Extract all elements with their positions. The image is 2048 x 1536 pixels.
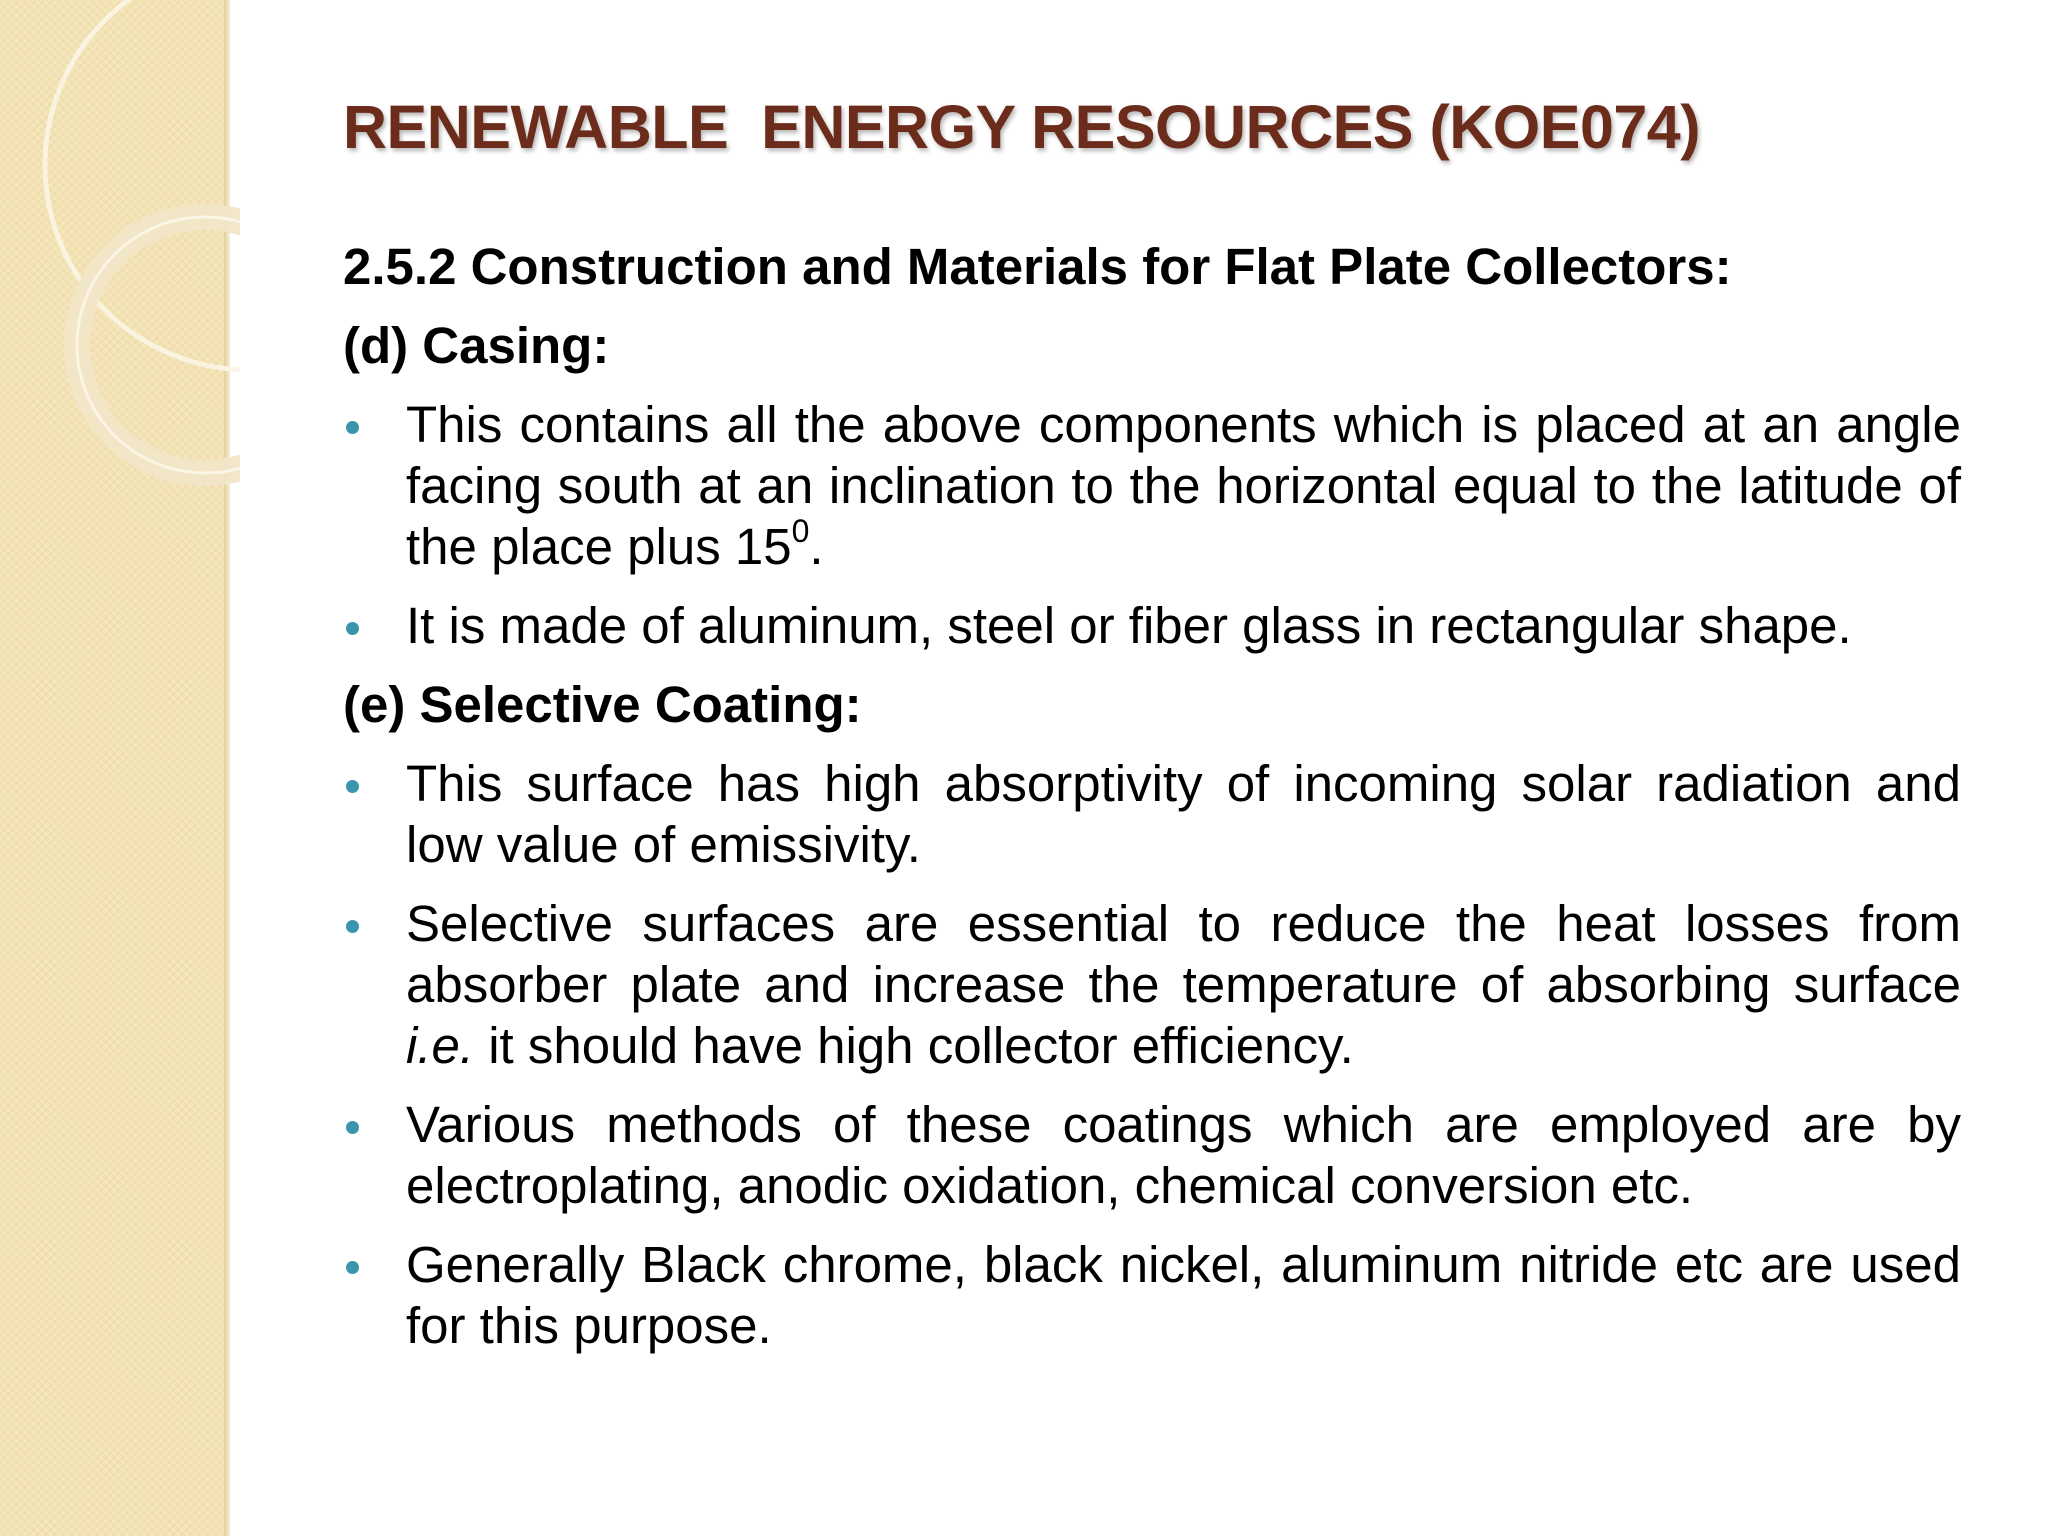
list-item [343,595,1961,656]
bullet-icon [346,920,359,933]
list-item [343,893,1961,1076]
bullet-text: It is made of aluminum, steel or fiber glass in rectangular shape. [406,597,1852,654]
bullet-text [406,394,1961,577]
degree-superscript: 0 [791,513,810,549]
slide-title: RENEWABLE ENERGY RESOURCES (KOE074) [343,93,1701,161]
bullet-text: Various methods of these coatings which are employed are by electroplating, anodic oxidation, chemical conversion etc. [406,1096,1961,1214]
bullet-icon [346,780,359,793]
bullet-text: This surface has high absorptivity of incoming solar radiation and low value of emissivity. [406,755,1961,873]
bullet-icon [346,1121,359,1134]
bullet-text-italic: i.e. [406,1017,475,1074]
bullet-text: Generally Black chrome, black nickel, aluminum nitride etc are used for this purpose. [406,1236,1961,1354]
bullet-icon [346,421,359,434]
section-heading: 2.5.2 Construction and Materials for Flat Plate Collectors: [343,238,1732,295]
bullet-icon [346,1261,359,1274]
bullet-icon [346,622,359,635]
bullet-text-before: Selective surfaces are essential to reduce the heat losses from absorber plate and increase the temperature of absorbing surface [406,895,1961,1013]
decorative-rings-icon [0,0,240,520]
list-item [343,394,1961,577]
bullet-text [406,893,1961,1076]
bullet-text-after: it should have high collector efficiency. [474,1017,1354,1074]
list-item [343,1094,1961,1216]
list-item [343,753,1961,875]
casing-heading: (d) Casing: [343,317,610,374]
list-item [343,1234,1961,1356]
slide-content [343,236,1961,1374]
bullet-text-suffix: . [809,518,824,575]
coating-heading: (e) Selective Coating: [343,676,862,733]
bullet-text-main: This contains all the above components which is placed at an angle facing south at an inclination to the horizontal equal to the latitude of the place plus 15 [406,396,1961,575]
